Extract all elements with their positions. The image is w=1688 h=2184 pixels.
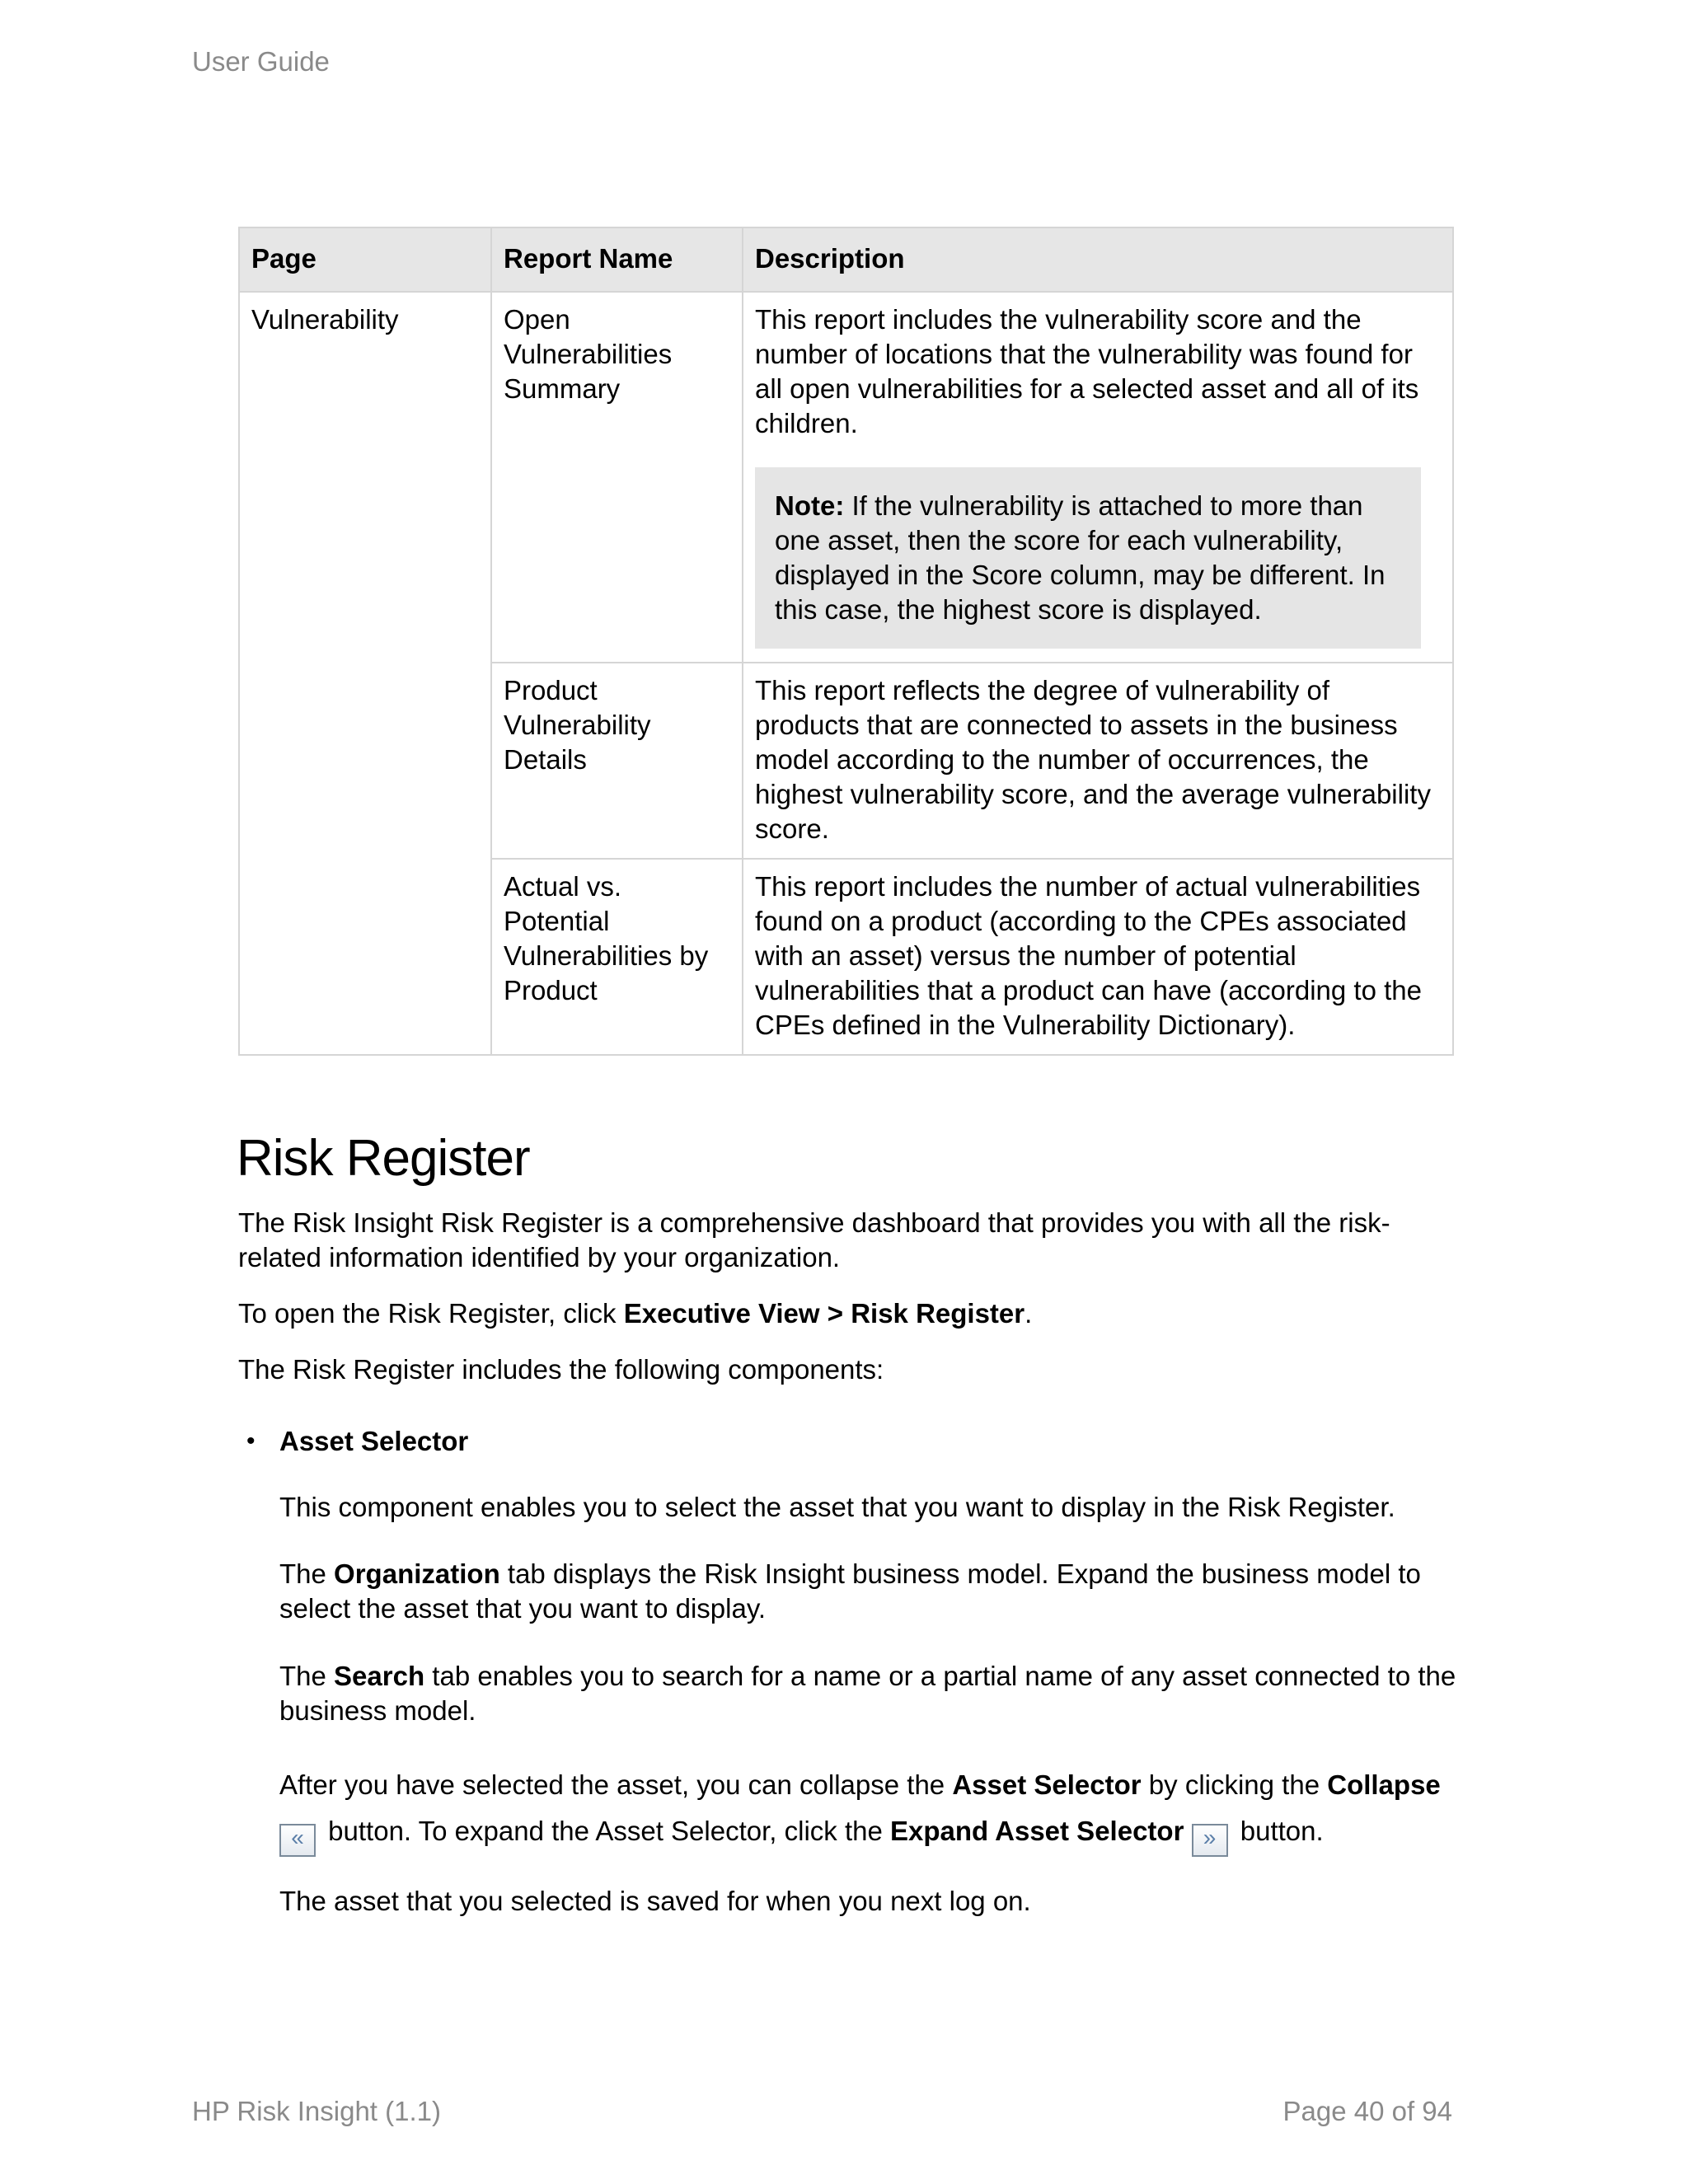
- asset-selector-term: Asset Selector: [952, 1769, 1142, 1800]
- bullet-icon: •: [246, 1427, 256, 1455]
- report-name-cell: Open Vulnerabilities Summary: [491, 292, 743, 663]
- note-box: [755, 467, 1421, 649]
- organization-term: Organization: [334, 1558, 500, 1589]
- description-cell: [743, 292, 1453, 663]
- collapse-term: Collapse: [1327, 1769, 1441, 1800]
- collapse-paragraph: [279, 1762, 1458, 1857]
- collapse-text-4: button.: [1232, 1816, 1324, 1846]
- report-name-cell: Actual vs. Potential Vulnerabilities by Product: [491, 859, 743, 1055]
- description-text: This report includes the vulnerability score and the number of locations that the vulnerability was found for all open vulnerabilities for a selected asset and all of its children.: [755, 304, 1419, 438]
- footer-product: HP Risk Insight (1.1): [192, 2096, 441, 2126]
- collapse-text-2: by clicking the: [1141, 1769, 1328, 1800]
- footer-page-number: Page 40 of 94: [1282, 2096, 1452, 2126]
- running-header: User Guide: [192, 46, 330, 77]
- org-suffix: tab displays the Risk Insight business model. Expand the business model to select the asset that you want to display.: [279, 1558, 1421, 1624]
- open-prefix: To open the Risk Register, click: [238, 1298, 624, 1329]
- reports-table: [238, 227, 1454, 1056]
- search-term: Search: [334, 1661, 425, 1691]
- organization-paragraph: [279, 1557, 1458, 1626]
- note-label: Note:: [775, 490, 845, 521]
- open-suffix: .: [1025, 1298, 1033, 1329]
- report-name-cell: Product Vulnerability Details: [491, 663, 743, 859]
- open-menu-path: Executive View > Risk Register: [623, 1298, 1025, 1329]
- search-paragraph: [279, 1659, 1458, 1728]
- org-prefix: The: [279, 1558, 335, 1589]
- bullet-label: Asset Selector: [279, 1426, 469, 1456]
- saved-note: The asset that you selected is saved for when you next log on.: [279, 1886, 1031, 1916]
- section-title: Risk Register: [237, 1130, 530, 1187]
- column-header-page: Page: [239, 227, 491, 292]
- description-cell: This report includes the number of actual vulnerabilities found on a product (according to the CPEs associated with an asset) versus the number of potential vulnerabilities that a product can have (according to the CPEs defined in the Vulnerability Dictionary).: [743, 859, 1453, 1055]
- collapse-text-3: button. To expand the Asset Selector, click the: [321, 1816, 890, 1846]
- expand-double-chevron-icon: »: [1192, 1824, 1228, 1857]
- open-instructions: [238, 1296, 1458, 1331]
- page-cell: Vulnerability: [239, 292, 491, 1055]
- search-suffix: tab enables you to search for a name or a partial name of any asset connected to the business model.: [279, 1661, 1456, 1726]
- search-prefix: The: [279, 1661, 335, 1691]
- description-cell: This report reflects the degree of vulnerability of products that are connected to assets in the business model according to the number of occurrences, the highest vulnerability score, and the average vulnerability score.: [743, 663, 1453, 859]
- collapse-text-1: After you have selected the asset, you can collapse the: [279, 1769, 953, 1800]
- column-header-report-name: Report Name: [491, 227, 743, 292]
- column-header-description: Description: [743, 227, 1453, 292]
- table-header-row: [239, 227, 1453, 292]
- collapse-double-chevron-icon: «: [279, 1824, 316, 1857]
- expand-asset-selector-term: Expand Asset Selector: [890, 1816, 1184, 1846]
- components-intro: The Risk Register includes the following components:: [238, 1354, 884, 1385]
- intro-paragraph: The Risk Insight Risk Register is a comprehensive dashboard that provides you with all the risk-related information identified by your organization.: [238, 1207, 1390, 1272]
- table-row: [239, 292, 1453, 663]
- component-description: This component enables you to select the asset that you want to display in the Risk Register.: [279, 1492, 1395, 1522]
- note-text: If the vulnerability is attached to more than one asset, then the score for each vulnerability, displayed in the Score column, may be different. In this case, the highest score is displayed.: [775, 490, 1386, 625]
